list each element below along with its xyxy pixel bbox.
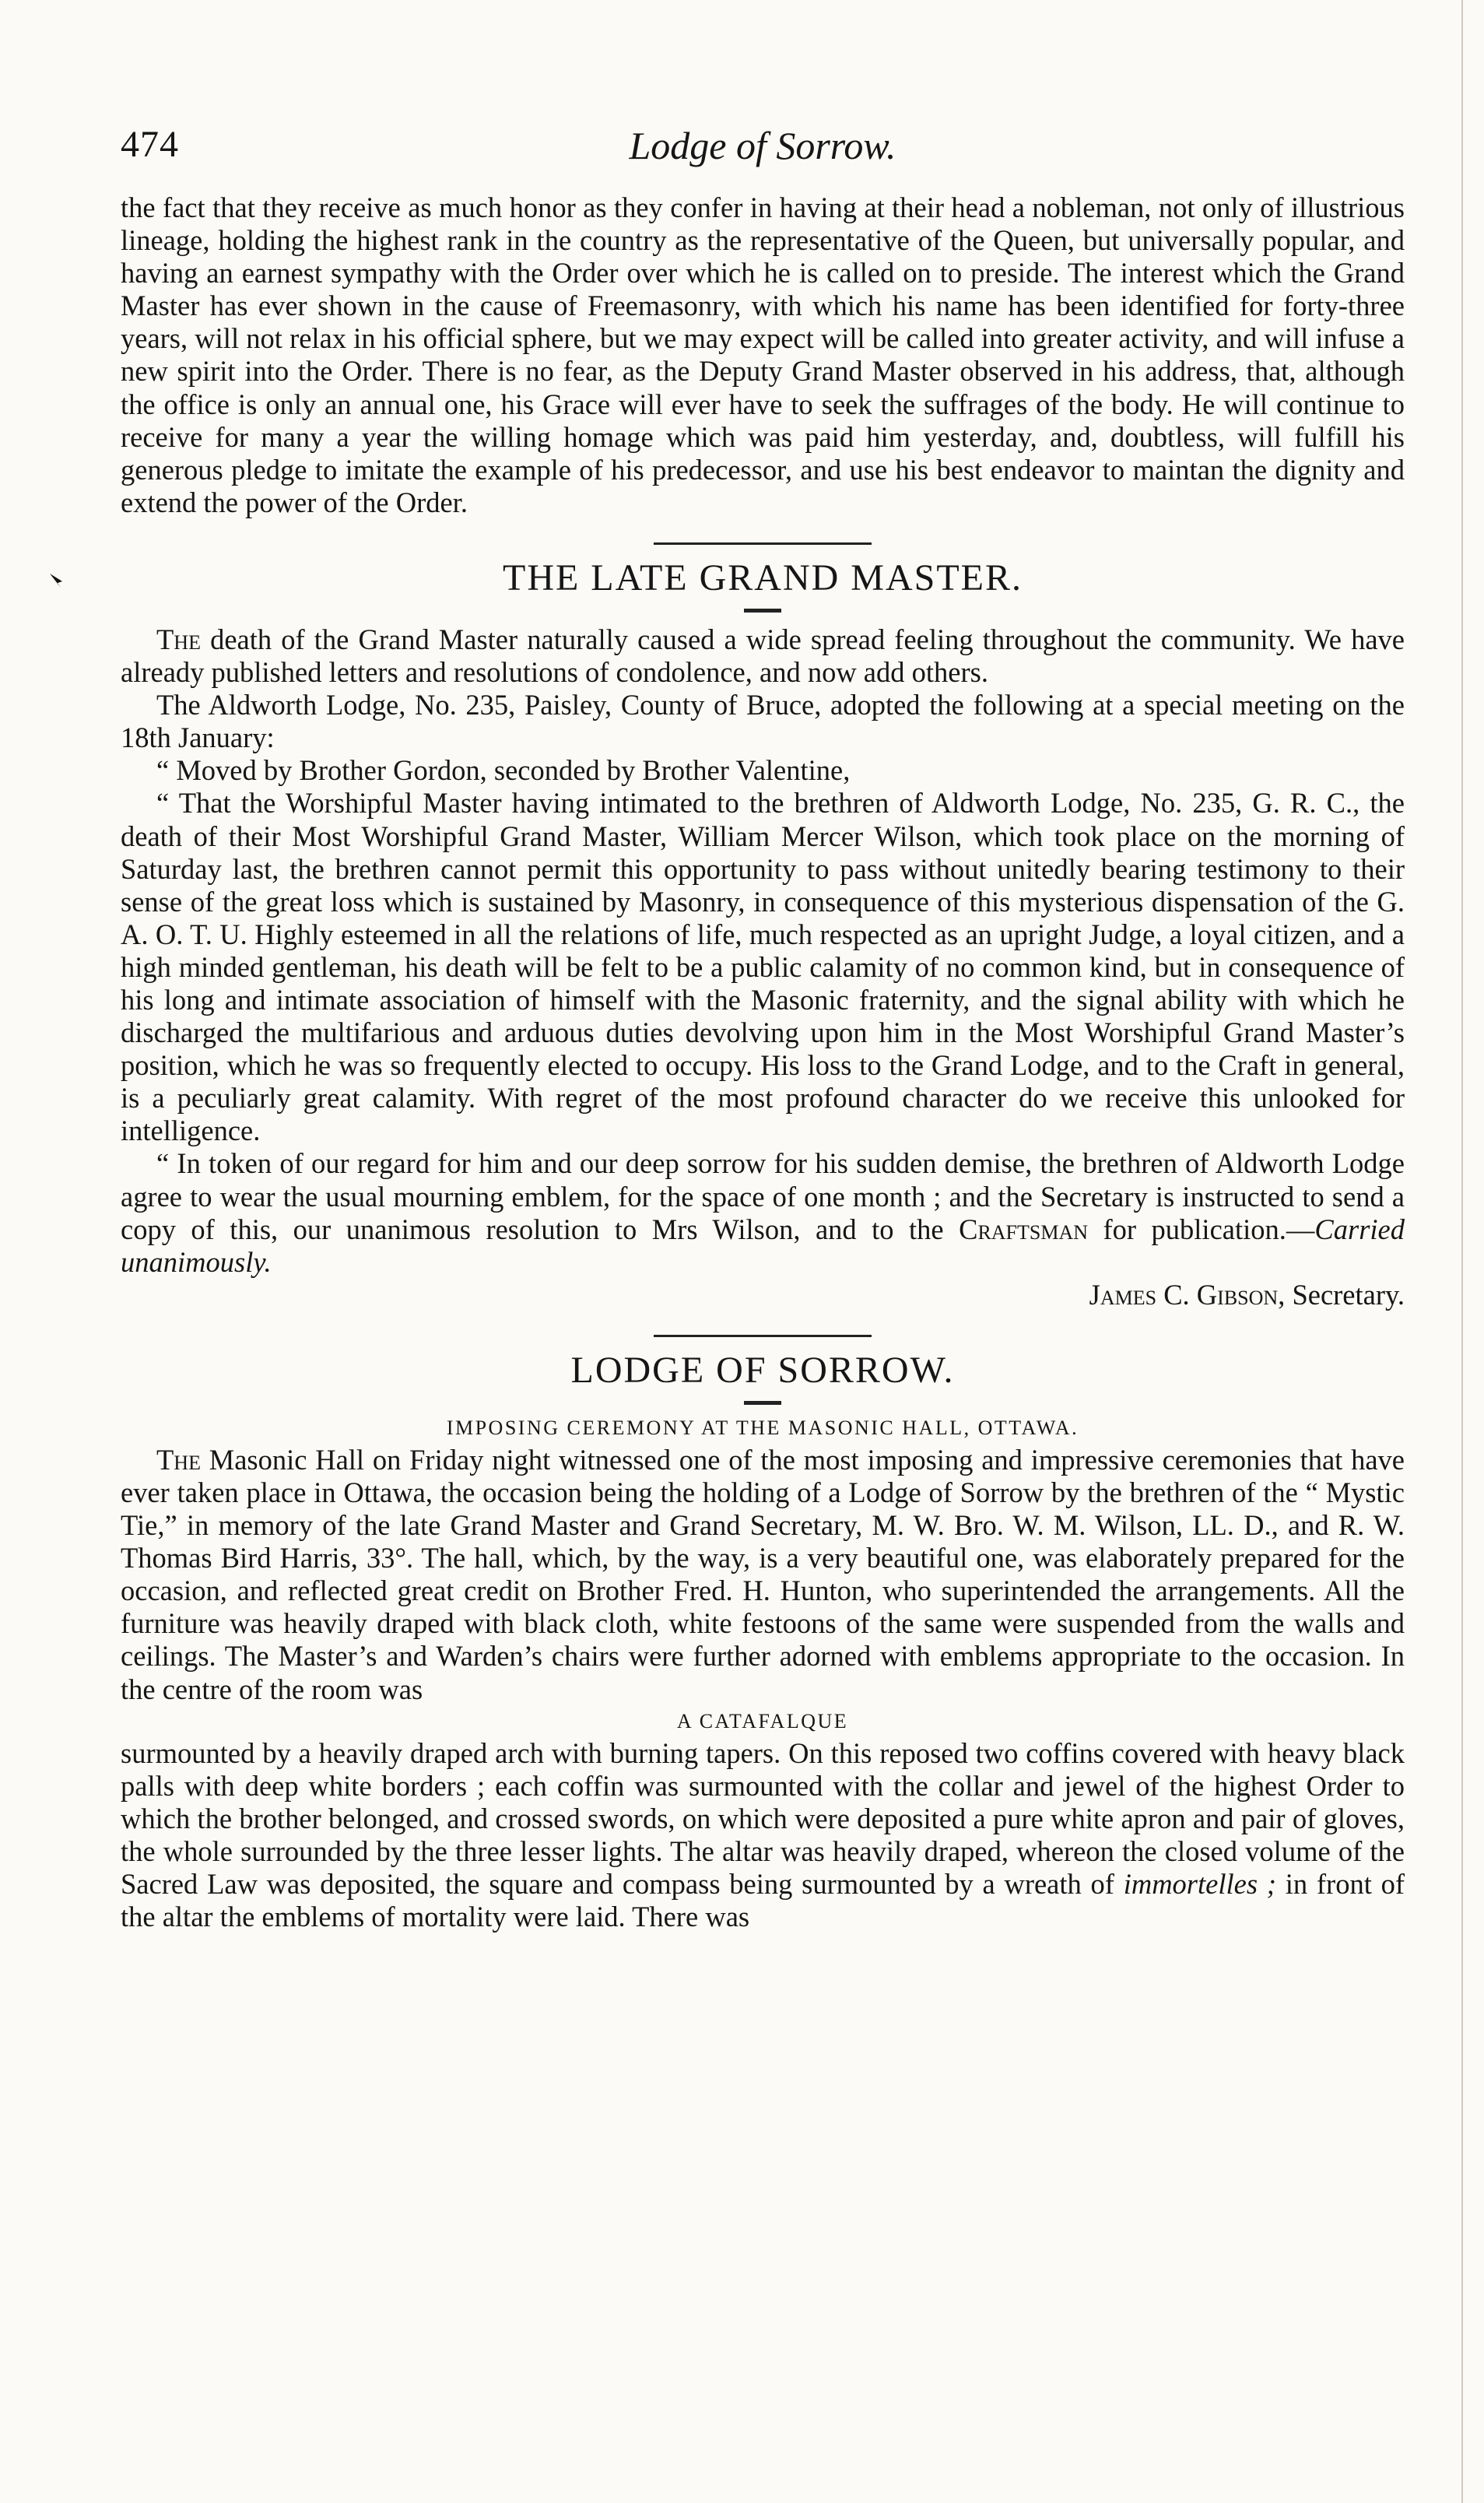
section-heading-late-grand-master: THE LATE GRAND MASTER.: [503, 556, 1023, 599]
page-edge-line: [1461, 0, 1463, 2503]
page-body: [121, 191, 1405, 1933]
paragraph: “ Moved by Brother Gordon, seconded by Brother Valentine,: [156, 754, 851, 787]
page-number: 474: [121, 124, 179, 165]
paragraph: [121, 1444, 1405, 1706]
paragraph-text: “ In token of our regard for him and our deep sorrow for his sudden demise, the brethren of Aldworth Lodge agree to wear the usual mourning emblem, for the space of one month ; and the Secretary is instructed to send a copy of this, our unanimous resolution to Mrs Wilson, and to the: [121, 1147, 1405, 1245]
subheading: A CATAFALQUE: [676, 1709, 849, 1732]
signature: [121, 1279, 1405, 1311]
paragraph: [121, 623, 1405, 689]
italic-text: immortelles ;: [1123, 1868, 1276, 1901]
paragraph: [121, 1147, 1405, 1278]
running-header: [121, 123, 1405, 185]
section-heading-lodge-of-sorrow: LODGE OF SORROW.: [570, 1349, 955, 1391]
paragraph-text: death of the Grand Master naturally caused a wide spread feeling throughout the community. We have already published letters and resolutions of condolence, and now add others.: [121, 623, 1405, 689]
italic-text: Carried unanimously.: [121, 1213, 1405, 1278]
lead-word: The: [156, 1443, 201, 1476]
paragraph: The Aldworth Lodge, No. 235, Paisley, County of Bruce, adopted the following at a special meeting on the 18th January:: [121, 689, 1405, 754]
lead-word: The: [156, 623, 201, 655]
paragraph: [121, 1737, 1405, 1934]
signature-name: James C. Gibson: [1089, 1278, 1279, 1311]
signature-title: , Secretary.: [1278, 1278, 1405, 1311]
craftsman-name: Craftsman: [959, 1213, 1089, 1245]
subheading: IMPOSING CEREMONY AT THE MASONIC HALL, OTTAWA.: [446, 1416, 1079, 1439]
paragraph-text: Masonic Hall on Friday night witnessed one of the most imposing and impressive ceremonies that have ever taken place in Ottawa, the occasion being the holding of a Lodge of Sorrow by the brethren of the “ Mystic Tie,” in memory of the late Grand Master and Grand Secretary, M. W. Bro. W. M. Wilson, LL. D., and R. W. Thomas Bird Harris, 33°. The hall, which, by the way, is a very beautiful one, was elaborately prepared for the occasion, and reflected great credit on Brother Fred. H. Hunton, who superintended the arrangements. All the furniture was heavily draped with black cloth, white festoons of the same were suspended from the walls and ceilings. The Master’s and Warden’s chairs were further adorned with emblems appropriate to the occasion. In the centre of the room was: [121, 1443, 1405, 1705]
paragraph-text: for publication.—: [1088, 1213, 1315, 1245]
running-title: Lodge of Sorrow.: [629, 124, 896, 167]
intro-paragraph: the fact that they receive as much honor as they confer in having at their head a nobleman, not only of illustrious lineage, holding the highest rank in the country as the representative of the Queen, but universally popular, and having an earnest sympathy with the Order over which he is called on to preside. The interest which the Grand Master has ever shown in the cause of Freemasonry, with which his name has been identified for forty-three years, will not relax in his official sphere, but we may expect will be called into greater activity, and will infuse a new spirit into the Order. There is no fear, as the Deputy Grand Master observed in his address, that, although the office is only an annual one, his Grace will ever have to seek the suffrages of the body. He will continue to receive for many a year the willing homage which was paid him yesterday, and, doubtless, will fulfill his generous pledge to imitate the example of his predecessor, and use his best endeavor to maintan the dignity and extend the power of the Order.: [121, 191, 1405, 518]
paragraph-text: surmounted by a heavily draped arch with burning tapers. On this reposed two coffins covered with heavy black palls with deep white borders ; each coffin was surmounted with the collar and jewel of the highest Order to which the brother belonged, and crossed swords, on which were deposited a pure white apron and pair of gloves, the whole surrounded by the three lesser lights. The altar was heavily draped, whereon the closed volume of the Sacred Law was deposited, the square and compass being surmounted by a wreath of: [121, 1736, 1405, 1901]
paragraph-text: in front of the altar the emblems of mortality were laid. There was: [121, 1868, 1405, 1933]
margin-mark-icon: [48, 572, 65, 589]
resolution-paragraph: “ That the Worshipful Master having intimated to the brethren of Aldworth Lodge, No. 235, G. R. C., the death of their Most Worshipful Grand Master, William Mercer Wilson, which took place on the morning of Saturday last, the brethren cannot permit this opportunity to pass without unitedly bearing testimony to their sense of the great loss which is sustained by Masonry, in consequence of this mysterious dispensation of the G. A. O. T. U. Highly esteemed in all the relations of life, much respected as an upright Judge, a loyal citizen, and a high minded gentleman, his death will be felt to be a public calamity of no common kind, but in consequence of his long and intimate association of himself with the Masonic fraternity, and the signal ability with which he discharged the multifarious and arduous duties devolving upon him in the Most Worshipful Grand Master’s position, which he was so frequently elected to occupy. His loss to the Grand Lodge, and to the Craft in general, is a peculiarly great calamity. With regret of the most profound character do we receive this unlooked for intelligence.: [121, 787, 1405, 1147]
